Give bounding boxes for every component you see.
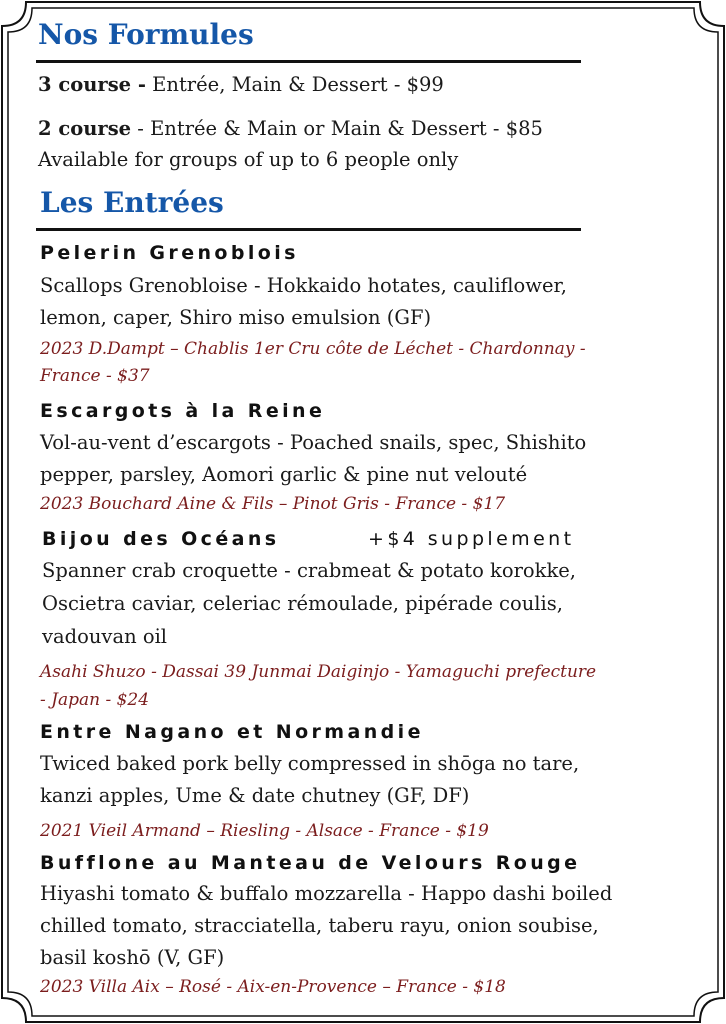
dish-description-line: basil koshō (V, GF) <box>40 946 225 969</box>
wine-pairing-line: - Japan - $24 <box>40 690 150 710</box>
wine-pairing-line: 2023 D.Dampt – Chablis 1er Cru côte de Léchet - Chardonnay - <box>40 339 586 359</box>
dish-description-line: pepper, parsley, Aomori garlic & pine nut velouté <box>40 463 528 486</box>
dish-description-line: vadouvan oil <box>42 625 168 648</box>
entrees-rule <box>36 228 581 231</box>
formule-two-text: - Entrée & Main or Main & Dessert - $85 <box>131 117 543 140</box>
dish-description-line: Vol-au-vent d’escargots - Poached snails, spec, Shishito <box>40 431 587 454</box>
dish-description-line: kanzi apples, Ume & date chutney (GF, DF) <box>40 784 470 807</box>
wine-pairing-line: 2021 Vieil Armand – Riesling - Alsace - France - $19 <box>40 821 489 841</box>
wine-pairing-line: Asahi Shuzo - Dassai 39 Junmai Daiginjo - Yamaguchi prefecture <box>40 662 597 682</box>
wine-pairing-line: France - $37 <box>40 366 150 386</box>
dish-description-line: lemon, caper, Shiro miso emulsion (GF) <box>40 306 432 329</box>
dish-description-line: Twiced baked pork belly compressed in shōga no tare, <box>40 752 580 775</box>
dish-description-line: Spanner crab croquette - crabmeat & potato korokke, <box>42 559 577 582</box>
entrees-heading: Les Entrées <box>40 186 224 219</box>
supplement-note: +$4 supplement <box>368 528 575 550</box>
formules-note: Available for groups of up to 6 people only <box>38 148 459 171</box>
dish-description-line: chilled tomato, stracciatella, taberu rayu, onion soubise, <box>40 914 599 937</box>
dish-name: Pelerin Grenoblois <box>40 242 299 264</box>
dish-name: Entre Nagano et Normandie <box>40 721 424 743</box>
dish-description-line: Oscietra caviar, celeriac rémoulade, pipérade coulis, <box>42 592 563 615</box>
formule-three-text: Entrée, Main & Dessert - $99 <box>145 73 444 96</box>
dish-description-line: Scallops Grenobloise - Hokkaido hotates, cauliflower, <box>40 274 567 297</box>
dish-name: Bufflone au Manteau de Velours Rouge <box>40 852 581 874</box>
formule-three-label: 3 course - <box>38 73 146 96</box>
formules-rule <box>36 60 581 63</box>
dish-name: Escargots à la Reine <box>40 400 326 422</box>
dish-description-line: Hiyashi tomato & buffalo mozzarella - Happo dashi boiled <box>40 882 613 905</box>
wine-pairing-line: 2023 Bouchard Aine & Fils – Pinot Gris - France - $17 <box>40 494 506 514</box>
formule-two-label: 2 course <box>38 117 132 140</box>
dish-name: Bijou des Océans <box>42 528 280 550</box>
formule-three-course <box>38 70 444 100</box>
formules-heading: Nos Formules <box>38 18 254 51</box>
wine-pairing-line: 2023 Villa Aix – Rosé - Aix-en-Provence – France - $18 <box>40 977 506 997</box>
formule-two-course <box>38 114 543 144</box>
